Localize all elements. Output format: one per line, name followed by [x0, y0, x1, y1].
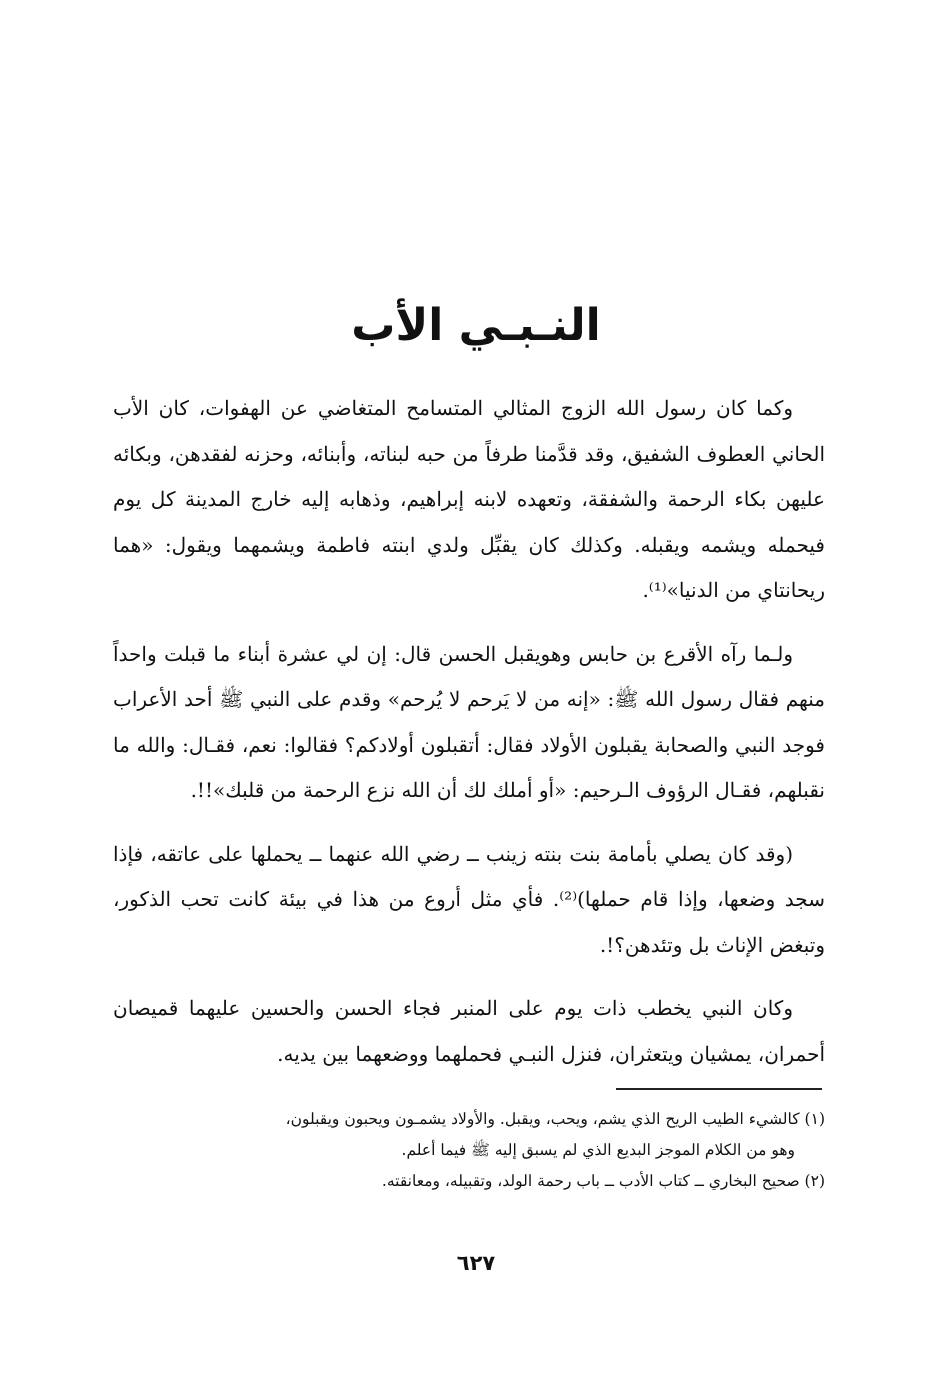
footnote-divider: [616, 1088, 822, 1090]
paragraph-3: (وقد كان يصلي بأمامة بنت بنته زينب ــ رضي الله عنهما ــ يحملها على عاتقه، فإذا سجد وضعها، وإذا قام حملها)⁽²⁾. فأي مثل أروع من هذا في بيئة كانت تحب الذكور، وتبغض الإناث بل وتئدهن؟!.: [113, 841, 825, 957]
footnote-1-line-1: (١) كالشيء الطيب الريح الذي يشم، ويحب، ويقبل. والأولاد يشمـون ويحبون ويقبلون،: [285, 1110, 825, 1128]
page-title: النـبـي الأب: [351, 300, 601, 351]
paragraph-4: وكان النبي يخطب ذات يوم على المنبر فجاء الحسن والحسين عليهما قميصان أحمران، يمشيان ويتعثران، فنزل النبـي فحملهما ووضعهما بين يديه.: [113, 996, 825, 1066]
page-number: ٦٢٧: [456, 1251, 496, 1275]
footnote-1-line-2: وهو من الكلام الموجز البديع الذي لم يسبق إليه ﷺ فيما أعلم.: [401, 1141, 795, 1159]
footnotes: [113, 1104, 825, 1197]
body-text: [113, 386, 825, 1095]
paragraph-2: ولـما رآه الأقرع بن حابس وهويقبل الحسن قال: إن لي عشرة أبناء ما قبلت واحداً منهم فقال رسول الله ﷺ: «إنه من لا يَرحم لا يُرحم» وقدم على النبي ﷺ أحد الأعراب فوجد النبي والصحابة يقبلون الأولاد فقال: أتقبلون أولادكم؟ فقالوا: نعم، فقـال: والله ما نقبلهم، فقـال الرؤوف الـرحيم: «أو أملك لك أن الله نزع الرحمة من قلبك»!!.: [113, 641, 825, 802]
footnote-2: (٢) صحيح البخاري ــ كتاب الأدب ــ باب رحمة الولد، وتقبيله، ومعانقته.: [381, 1172, 825, 1190]
paragraph-1: وكما كان رسول الله الزوج المثالي المتسامح المتغاضي عن الهفوات، كان الأب الحاني العطوف الشفيق، وقد قدَّمنا طرفاً من حبه لبناته، وأبنائه، وحزنه لفقدهن، وبكائه عليهن بكاء الرحمة والشفقة، وتعهده لابنه إبراهيم، وذهابه إليه خارج المدينة كل يوم فيحمله ويشمه ويقبله. وكذلك كان يقبِّل ولدي ابنته فاطمة ويشمهما ويقول: «هما ريحانتاي من الدنيا»⁽¹⁾.: [113, 396, 825, 602]
